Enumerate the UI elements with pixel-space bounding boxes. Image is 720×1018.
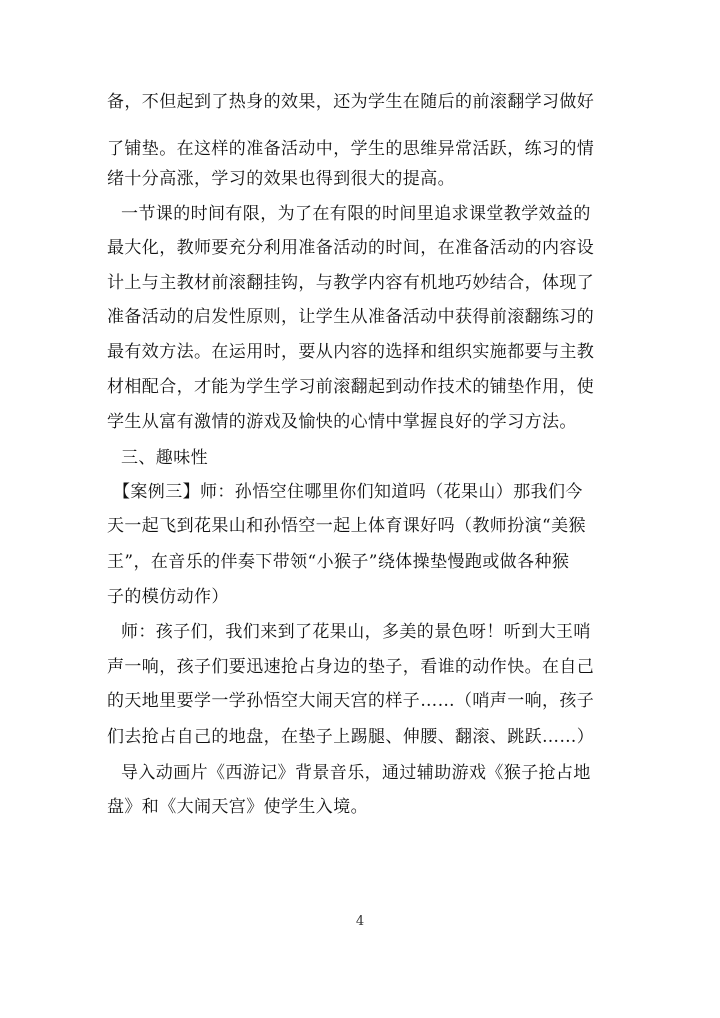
text-line: 一节课的时间有限，为了在有限的时间里追求课堂教学效益的 (121, 204, 591, 224)
text-line: 声一响，孩子们要迅速抢占身边的垫子，看谁的动作快。在自己 (107, 657, 595, 677)
page-number: 4 (355, 914, 365, 929)
text-line: 子的模仿动作） (107, 587, 229, 607)
text-line: 最有效方法。在运用时，要从内容的选择和组织实施都要与主教 (107, 342, 595, 362)
text-line: 材相配合，才能为学生学习前滚翻起到动作技术的铺垫作用，使 (107, 377, 595, 397)
text-line: 天一起飞到花果山和孙悟空一起上体育课好吗（教师扮演“美猴 (107, 516, 586, 536)
text-line: 【案例三】师：孙悟空住哪里你们知道吗（花果山）那我们今 (113, 482, 583, 502)
text-line: 了铺垫。在这样的准备活动中，学生的思维异常活跃，练习的情 (107, 139, 595, 159)
text-line: 计上与主教材前滚翻挂钩，与教学内容有机地巧妙结合，体现了 (107, 273, 595, 293)
text-line: 最大化，教师要充分利用准备活动的时间，在准备活动的内容设 (107, 238, 595, 258)
text-line: 导入动画片《西游记》背景音乐，通过辅助游戏《猴子抢占地 (121, 763, 591, 783)
text-line: 学生从富有激情的游戏及愉快的心情中掌握良好的学习方法。 (107, 412, 577, 432)
text-line: 王”，在音乐的伴奏下带领“小猴子”绕体操垫慢跑或做各种猴 (107, 552, 570, 572)
text-line: 准备活动的启发性原则，让学生从准备活动中获得前滚翻练习的 (107, 307, 595, 327)
text-line: 绪十分高涨，学习的效果也得到很大的提高。 (107, 169, 455, 189)
text-line: 师：孩子们，我们来到了花果山，多美的景色呀！听到大王哨 (121, 622, 591, 642)
text-line: 备，不但起到了热身的效果，还为学生在随后的前滚翻学习做好 (107, 92, 595, 112)
text-line: 们去抢占自己的地盘，在垫子上踢腿、伸腰、翻滚、跳跃……） (107, 727, 595, 747)
section-heading: 三、趣味性 (121, 448, 208, 468)
text-line: 的天地里要学一学孙悟空大闹天宫的样子……（哨声一响，孩子 (107, 691, 595, 711)
text-line: 盘》和《大闹天宫》使学生入境。 (107, 797, 368, 817)
